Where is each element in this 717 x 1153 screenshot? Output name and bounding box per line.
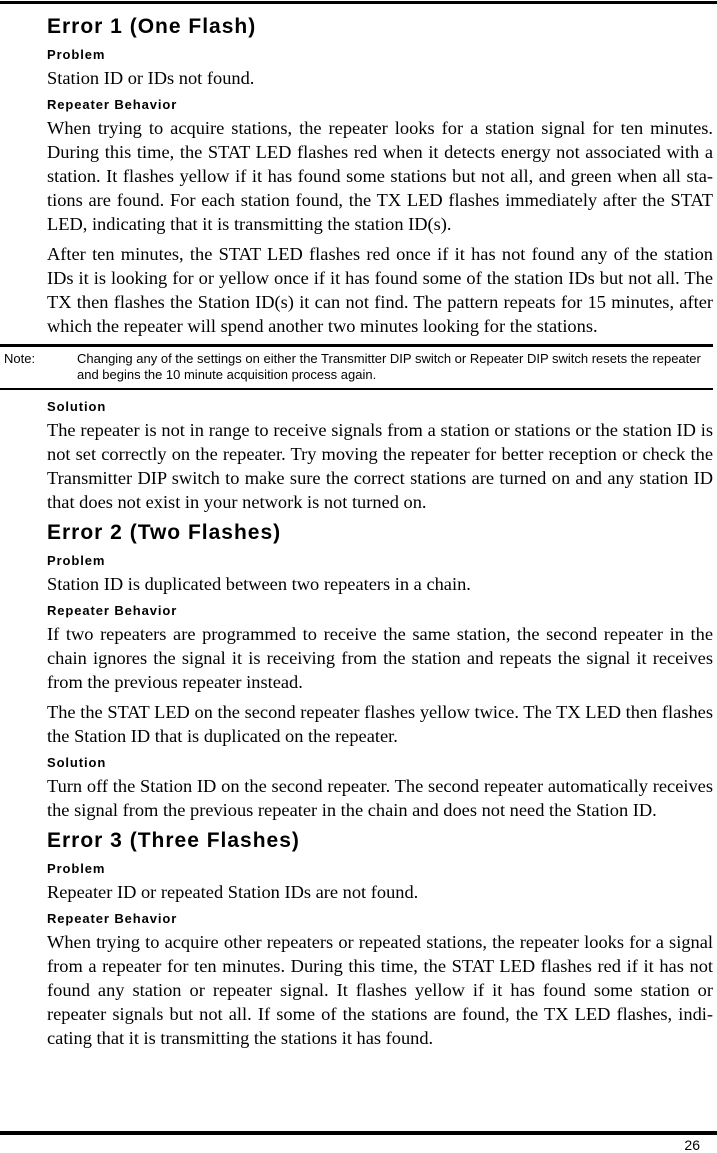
behavior-paragraph: The the STAT LED on the second repeater flashes yellow twice. The TX LED then flashes the Station ID that is duplicated on the repeater. bbox=[47, 702, 713, 746]
behavior-paragraph: After ten minutes, the STAT LED flashes red once if it has not found any of the station IDs it is looking for or yellow once if it has found some of the station IDs but not all. The TX then flashes the Station ID(s) it can not find. The pattern repeats for 15 minutes, after which the repeater will spend another two minutes looking for the stations. bbox=[47, 244, 713, 336]
repeater-behavior-heading: Repeater Behavior bbox=[47, 97, 178, 112]
problem-heading: Problem bbox=[47, 861, 106, 876]
problem-text: Station ID or IDs not found. bbox=[47, 68, 255, 88]
note-text: Changing any of the settings on either the Transmitter DIP switch or Repeater DIP switch resets the repeater and begins the 10 minute acquisition process again. bbox=[77, 351, 701, 382]
section-title-error-1: Error 1 (One Flash) bbox=[47, 15, 257, 38]
problem-text: Station ID is duplicated between two repeaters in a chain. bbox=[47, 574, 471, 594]
note-label: Note: bbox=[4, 351, 36, 366]
repeater-behavior-heading: Repeater Behavior bbox=[47, 911, 178, 926]
problem-text: Repeater ID or repeated Station IDs are not found. bbox=[47, 882, 419, 902]
solution-heading: Solution bbox=[47, 399, 107, 414]
behavior-paragraph: When trying to acquire stations, the repeater looks for a station signal for ten minutes. During this time, the STAT LED flashes red when it detects energy not associated with a station. It flashes yellow if it has found some stations but not all, and green when all sta-tions are found. For each station found, the TX LED flashes immediately after the STAT LED, indicating that it is transmitting the station ID(s). bbox=[47, 118, 713, 234]
section-title-error-3: Error 3 (Three Flashes) bbox=[47, 829, 300, 852]
solution-text: The repeater is not in range to receive signals from a station or stations or the station ID is not set correctly on the repeater. Try moving the repeater for better reception or check the Transmitter DIP switch to make sure the correct stations are turned on and any station ID that does not exist in your network is not turned on. bbox=[47, 420, 713, 512]
page-number: 26 bbox=[684, 1137, 700, 1153]
repeater-behavior-heading: Repeater Behavior bbox=[47, 603, 178, 618]
page-content bbox=[4, 14, 713, 1056]
note-box bbox=[0, 344, 713, 390]
behavior-paragraph: When trying to acquire other repeaters or repeated stations, the repeater looks for a signal from a repeater for ten minutes. During this time, the STAT LED flashes red if it has not found any station or repeater signal. It flashes yellow if it has found some station or repeater signals but not all. If some of the stations are found, the TX LED flashes, indi-cating that it is transmitting the stations it has found. bbox=[47, 932, 713, 1048]
problem-heading: Problem bbox=[47, 553, 106, 568]
problem-heading: Problem bbox=[47, 47, 106, 62]
solution-heading: Solution bbox=[47, 755, 107, 770]
solution-text: Turn off the Station ID on the second repeater. The second repeater automatically receives the signal from the previous repeater in the chain and does not need the Station ID. bbox=[47, 776, 713, 820]
top-rule bbox=[0, 1, 717, 4]
bottom-rule bbox=[0, 1131, 717, 1135]
section-title-error-2: Error 2 (Two Flashes) bbox=[47, 521, 282, 544]
behavior-paragraph: If two repeaters are programmed to receive the same station, the second repeater in the chain ignores the signal it is receiving from the station and repeats the signal it receives from the previous repeater instead. bbox=[47, 624, 713, 692]
